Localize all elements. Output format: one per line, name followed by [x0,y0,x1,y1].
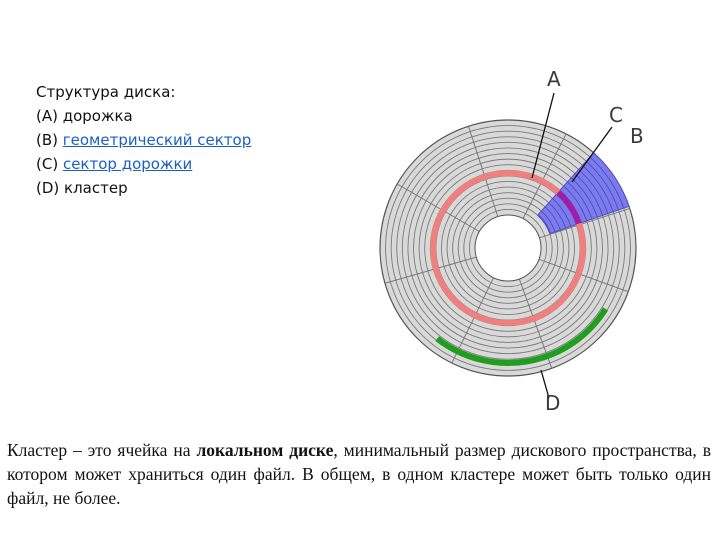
track-sector-link[interactable]: сектор дорожки [62,155,193,173]
legend-item-cluster [36,176,251,200]
cluster-definition-paragraph [7,438,711,510]
legend-item-prefix: (B) [36,131,63,149]
geometric-sector-link[interactable]: геометрический сектор [62,131,252,149]
legend-item-text: дорожка [62,107,133,125]
label-a: A [547,67,561,91]
paragraph-part-1: Кластер – это ячейка на [7,440,197,460]
label-c: C [609,103,623,127]
paragraph-bold-term: локальном диске [196,440,334,460]
disk-structure-legend [36,80,251,200]
legend-item-geometric-sector [36,128,251,152]
label-b: B [630,124,644,148]
legend-title: Структура диска: [36,83,176,101]
legend-item-prefix: (C) [36,155,63,173]
paragraph-part-2: , минимальный размер дискового пространства, в котором может храниться один файл. В общем, в одном кластере может быть только один файл, не более. [7,440,711,508]
legend-item-text: кластер [64,179,128,197]
legend-item-prefix: (D) [36,179,65,197]
legend-item-prefix: (A) [36,107,63,125]
disk-diagram [370,60,650,420]
disk-spindle-hole [475,215,541,281]
label-d: D [545,391,561,415]
legend-item-track-sector [36,152,251,176]
legend-item-track [36,104,251,128]
